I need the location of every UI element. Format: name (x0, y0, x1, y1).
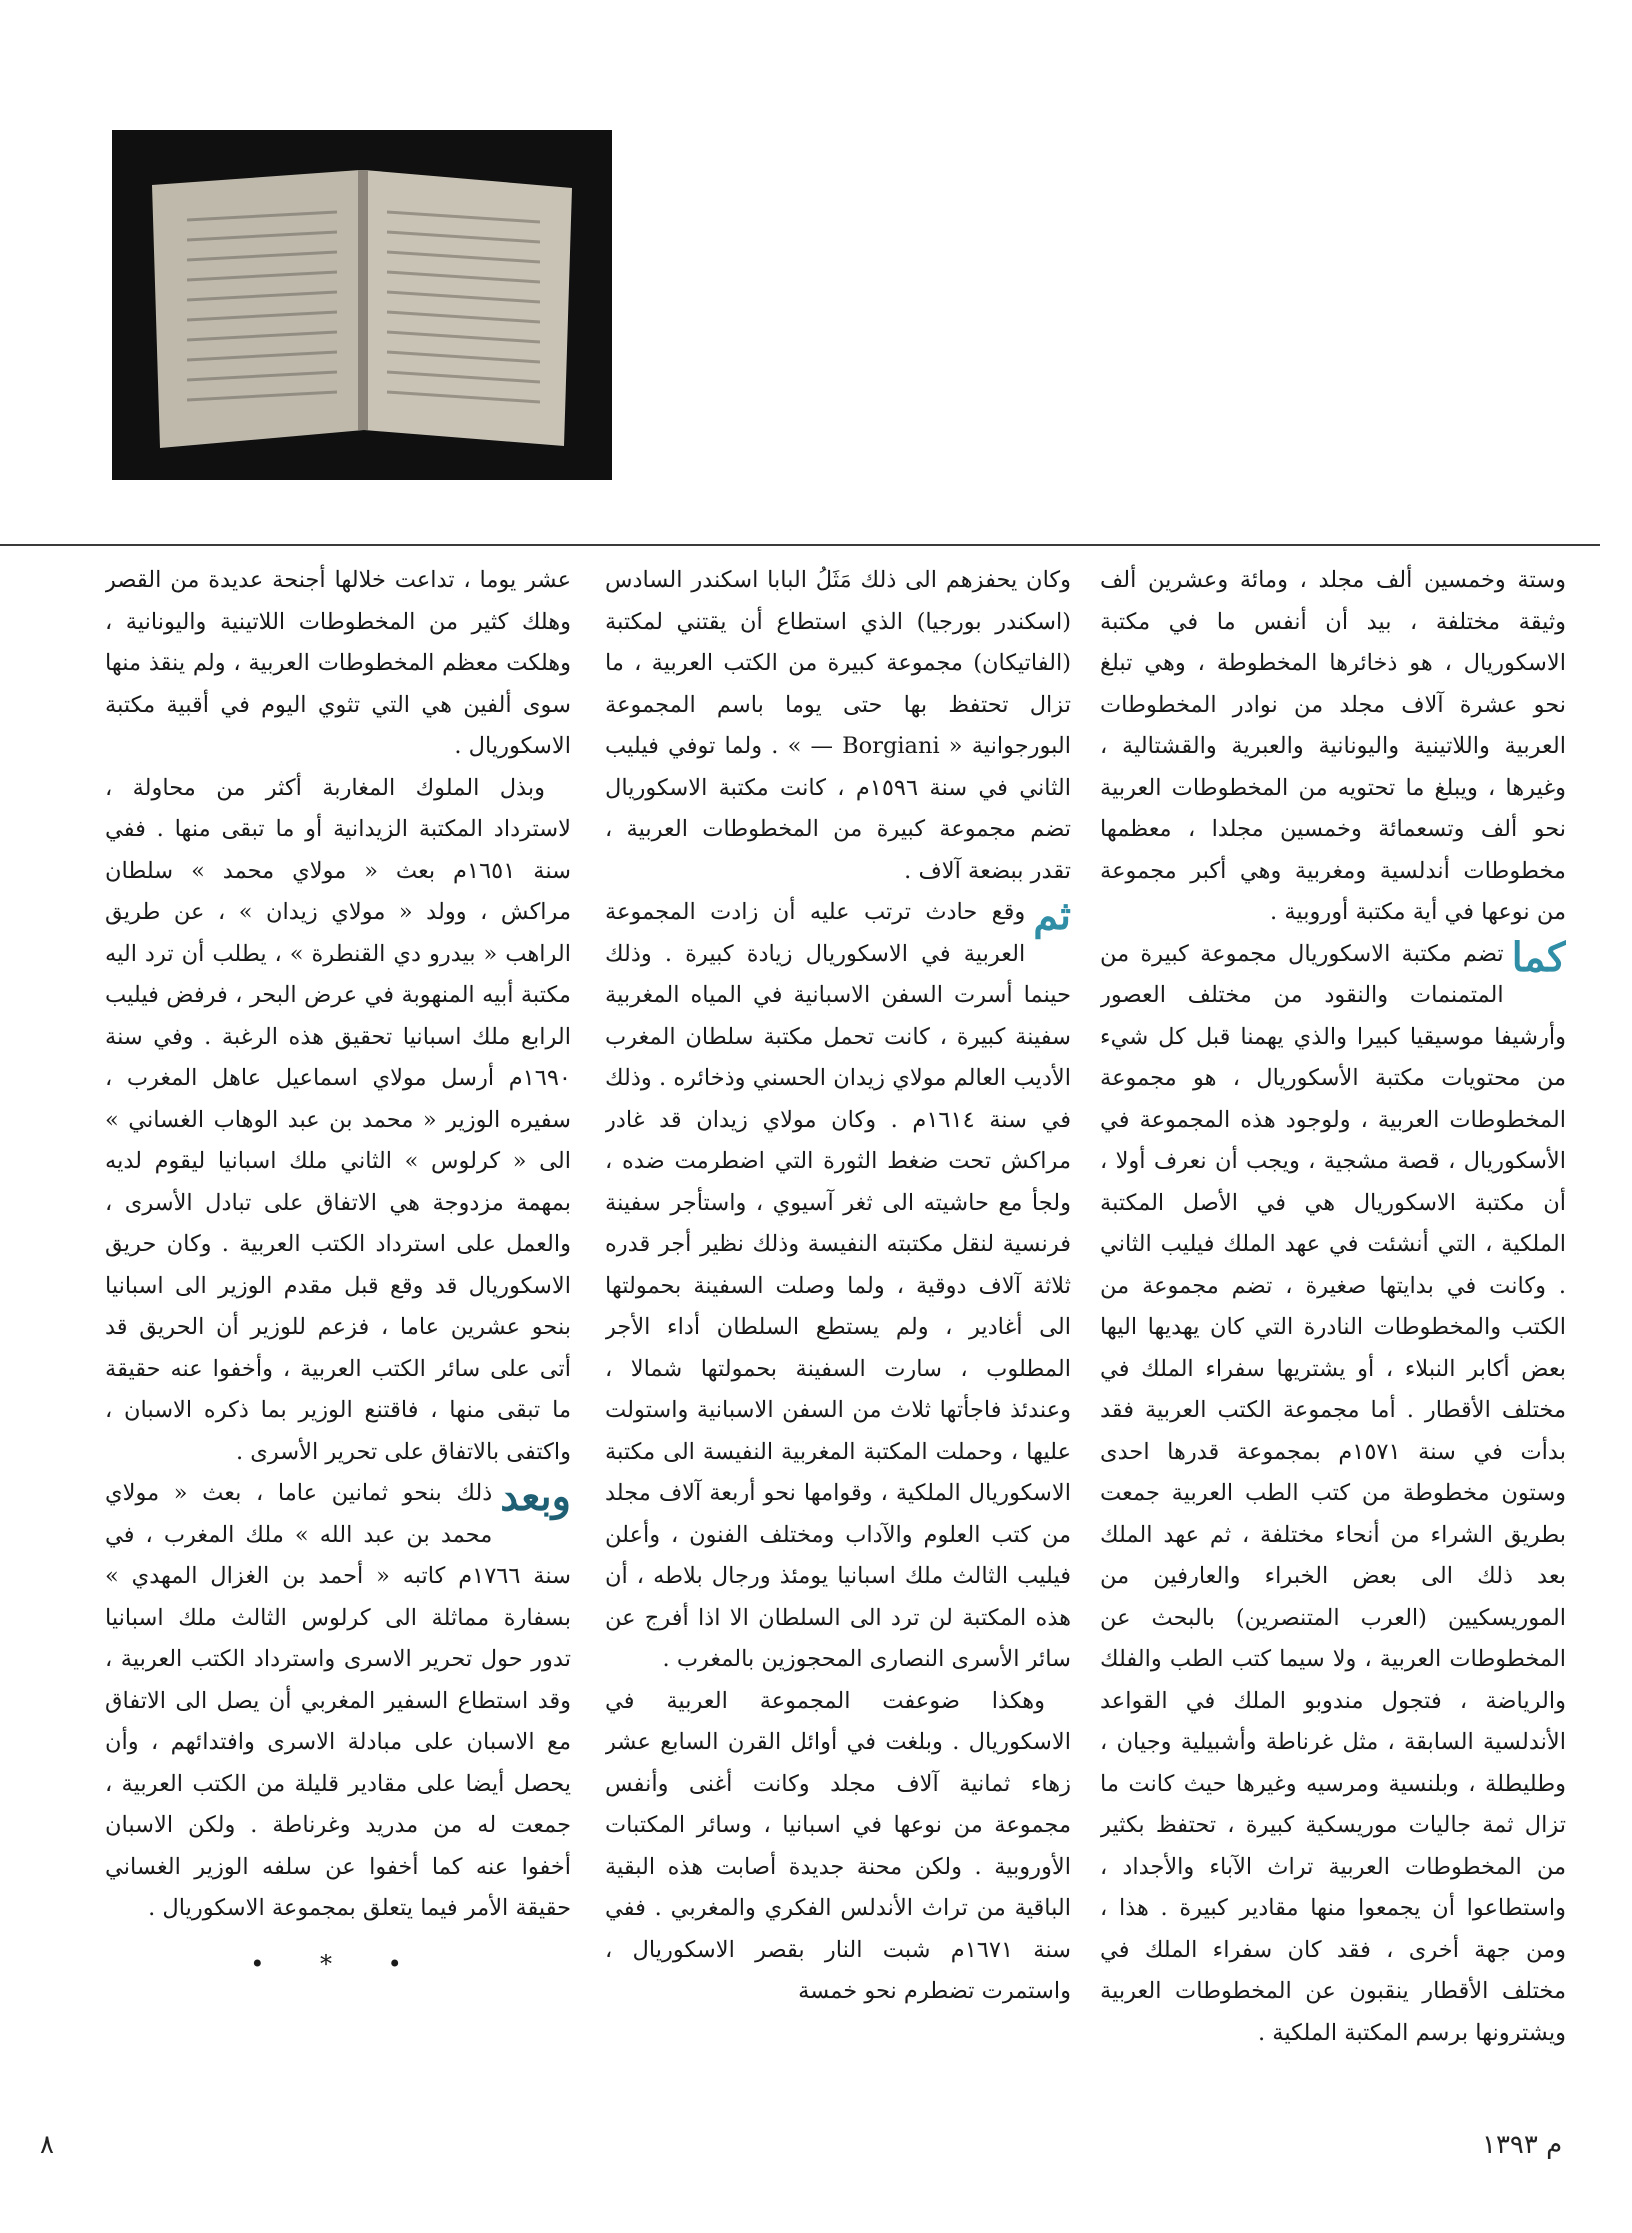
column-left (105, 560, 571, 2120)
paragraph-text: تضم مكتبة الاسكوريال مجموعة كبيرة من المتمنمات والنقود من مختلف العصور وأرشيفا موسيقيا كبيرا والذي يهمنا قبل كل شيء من محتويات مكتبة الأسكوريال ، هو مجموعة المخطوطات العربية ، ولوجود هذه المجموعة في الأسكوريال ، قصة مشجية ، ويجب أن نعرف أولا ، أن مكتبة الاسكوريال هي في الأصل المكتبة الملكية ، التي أنشئت في عهد الملك فيليب الثاني . وكانت في بدايتها صغيرة ، تضم مجموعة من الكتب والمخطوطات النادرة التي كان يهديها اليها بعض أكابر النبلاء ، أو يشتريها سفراء الملك في مختلف الأقطار . أما مجموعة الكتب العربية فقد بدأت في سنة ١٥٧١م بمجموعة قدرها احدى وستون مخطوطة من كتب الطب العربية جمعت بطريق الشراء من أنحاء مختلفة ، ثم عهد الملك بعد ذلك الى بعض الخبراء والعارفين من الموريسكيين (العرب المتنصرين) بالبحث عن المخطوطات العربية ، ولا سيما كتب الطب والفلك والرياضة ، فتجول مندوبو الملك في القواعد الأندلسية السابقة ، مثل غرناطة وأشبيلية وجيان ، وطليطلة ، وبلنسية ومرسيه وغيرها حيث كانت ما تزال ثمة جاليات موريسكية كبيرة ، تحتفظ بكثير من المخطوطات العربية تراث الآباء والأجداد ، واستطاعوا أن يجمعوا منها مقادير كبيرة . هذا ، ومن جهة أخرى ، فقد كان سفراء الملك في مختلف الأقطار ينقبون عن المخطوطات العربية ويشترونها برسم المكتبة الملكية . (1100, 940, 1566, 2046)
paragraph: وبذل الملوك المغاربة أكثر من محاولة ، لاسترداد المكتبة الزيدانية أو ما تبقى منها . ففي سنة ١٦٥١م بعث « مولاي محمد » سلطان مراكش ، وولد « مولاي زيدان » ، عن طريق الراهب « بيدرو دي القنطرة » ، يطلب أن ترد اليه مكتبة أبيه المنهوبة في عرض البحر ، فرفض فيليب الرابع ملك اسبانيا تحقيق هذه الرغبة . وفي سنة ١٦٩٠م أرسل مولاي اسماعيل عاهل المغرب ، سفيره الوزير « محمد بن عبد الوهاب الغساني » الى « كرلوس » الثاني ملك اسبانيا ليقوم لديه بمهمة مزدوجة هي الاتفاق على تبادل الأسرى ، والعمل على استرداد الكتب العربية . وكان حريق الاسكوريال قد وقع قبل مقدم الوزير الى اسبانيا بنحو عشرين عاما ، فزعم للوزير أن الحريق قد أتى على سائر الكتب العربية ، وأخفوا عنه حقيقة ما تبقى منها ، فاقتنع الوزير بما ذكره الاسبان ، واكتفى بالاتفاق على تحرير الأسرى . (105, 774, 571, 1465)
paragraph-with-dropcap (105, 1473, 571, 1930)
column-middle (605, 560, 1071, 2120)
paragraph: وستة وخمسين ألف مجلد ، ومائة وعشرين ألف وثيقة مختلفة ، بيد أن أنفس ما في مكتبة الاسكوريال ، هو ذخائرها المخطوطة ، وهي تبلغ نحو عشرة آلاف مجلد من نوادر المخطوطات العربية واللاتينية واليونانية والعبرية والقشتالية ، وغيرها ، ويبلغ ما تحتويه من المخطوطات العربية نحو ألف وتسعمائة وخمسين مجلدا ، معظمها مخطوطات أندلسية ومغربية وهي أكبر مجموعة من نوعها في أية مكتبة أوروبية . (1100, 567, 1566, 925)
paragraph-with-dropcap (1100, 934, 1566, 2055)
manuscript-photo (112, 130, 612, 480)
column-right (1100, 560, 1566, 2120)
section-separator: • * • (250, 1949, 426, 1978)
horizontal-rule (0, 544, 1600, 546)
dropcap-word: وبعد (500, 1473, 571, 1520)
paragraph-with-dropcap (605, 892, 1071, 1681)
page-number: ٨ (40, 2130, 54, 2160)
footer-date: م ١٣٩٣ (1482, 2130, 1563, 2160)
paragraph-text: وقع حادث ترتب عليه أن زادت المجموعة العربية في الاسكوريال زيادة كبيرة . وذلك حينما أسرت السفن الاسبانية في المياه المغربية سفينة كبيرة ، كانت تحمل مكتبة سلطان المغرب الأديب العالم مولاي زيدان الحسني وذخائره . وذلك في سنة ١٦١٤م . وكان مولاي زيدان قد غادر مراكش تحت ضغط الثورة التي اضطرمت ضده ، ولجأ مع حاشيته الى ثغر آسيوي ، واستأجر سفينة فرنسية لنقل مكتبته النفيسة وذلك نظير أجر قدره ثلاثة آلاف دوقية ، ولما وصلت السفينة بحمولتها الى أغادير ، ولم يستطع السلطان أداء الأجر المطلوب ، سارت السفينة بحمولتها شمالا ، وعندئذ فاجأتها ثلاث من السفن الاسبانية واستولت عليها ، وحملت المكتبة المغربية النفيسة الى مكتبة الاسكوريال الملكية ، وقوامها نحو أربعة آلاف مجلد من كتب العلوم والآداب ومختلف الفنون ، وأعلن فيليب الثالث ملك اسبانيا يومئذ ورجال بلاطه ، أن هذه المكتبة لن ترد الى السلطان الا اذا أفرج عن سائر الأسرى النصارى المحجوزين بالمغرب . (605, 899, 1071, 1672)
paragraph: وهكذا ضوعفت المجموعة العربية في الاسكوريال . وبلغت في أوائل القرن السابع عشر زهاء ثمانية آلاف مجلد وكانت أغنى وأنفس مجموعة من نوعها في اسبانيا ، وسائر المكتبات الأوروبية . ولكن محنة جديدة أصابت هذه البقية الباقية من تراث الأندلس الفكري والمغربي . ففي سنة ١٦٧١م شبت النار بقصر الاسكوريال ، واستمرت تضطرم نحو خمسة (605, 1687, 1071, 2004)
dropcap-word: كما (1511, 933, 1566, 981)
paragraph: عشر يوما ، تداعت خلالها أجنحة عديدة من القصر وهلك كثير من المخطوطات اللاتينية واليونانية ، وهلكت معظم المخطوطات العربية ، ولم ينقذ منها سوى ألفين هي التي تثوي اليوم في أقبية مكتبة الاسكوريال . (105, 567, 571, 759)
dropcap-word: ثم (1033, 892, 1071, 939)
paragraph-text: ذلك بنحو ثمانين عاما ، بعث « مولاي محمد بن عبد الله » ملك المغرب ، في سنة ١٧٦٦م كاتبه « أحمد بن الغزال المهدي » بسفارة مماثلة الى كرلوس الثالث ملك اسبانيا تدور حول تحرير الاسرى واسترداد الكتب العربية ، وقد استطاع السفير المغربي أن يصل الى الاتفاق مع الاسبان على مبادلة الاسرى وافتدائهم ، وأن يحصل أيضا على مقادير قليلة من الكتب العربية ، جمعت له من مدريد وغرناطة . ولكن الاسبان أخفوا عنه كما أخفوا عن سلفه الوزير الغساني حقيقة الأمر فيما يتعلق بمجموعة الاسكوريال . (105, 1480, 571, 1921)
open-manuscript-photo-icon (112, 130, 612, 480)
paragraph: وكان يحفزهم الى ذلك مَثَلُ البابا اسكندر السادس (اسكندر بورجيا) الذي استطاع أن يقتني لمكتبة (الفاتيكان) مجموعة كبيرة من الكتب العربية ، ما تزال تحتفظ بها حتى يوما باسم المجموعة البورجوانية « Borgiani — » . ولما توفي فيليب الثاني في سنة ١٥٩٦م ، كانت مكتبة الاسكوريال تضم مجموعة كبيرة من المخطوطات العربية ، تقدر ببضعة آلاف . (605, 567, 1071, 884)
